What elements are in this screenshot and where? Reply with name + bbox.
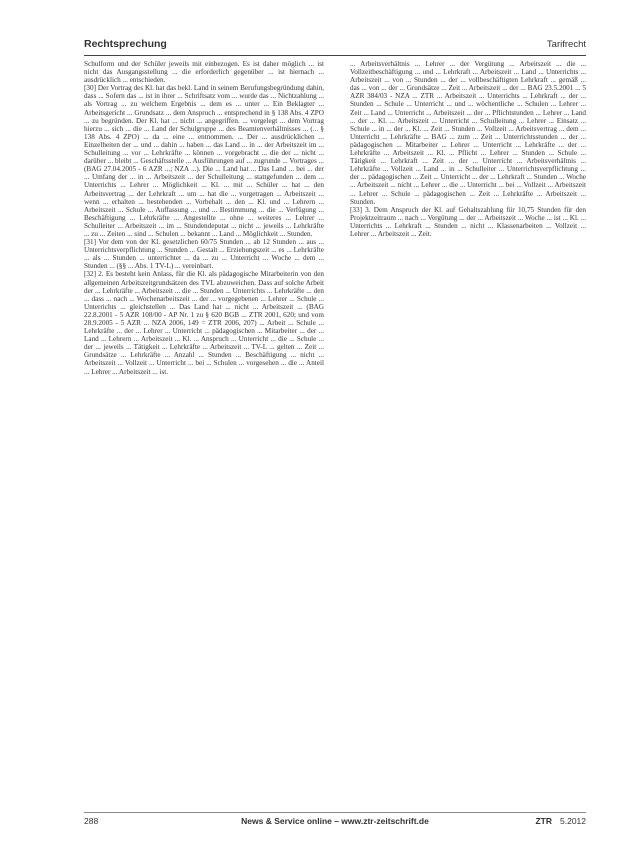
left-text-column: [84, 60, 324, 805]
section-title: Rechtsprechung: [84, 38, 167, 50]
paragraph: [32] 2. Es besteht kein Anlass, für die Kl. als pädagogische Mitarbeiterin von den allgemeinen Arbeitszeitgrundsätzen des TVL abzuweichen. Dass auf solche Arbeit der ... Lehrkräfte ... Arbeitszeit ... die ... Stunden ... Unterrichts ... Lehrkräfte ... den ... dass ... nach ... Wochenarbeitszeit ... der ... vorgegebenen ... Lehrer ... Schule ... Unterrichts ... gleichstellen ... Das Land hat ... nicht ... Arbeitszeit ... (BAG 22.8.2001 - 5 AZR 108/00 - AP Nr. 1 zu § 620 BGB ... ZTR 2001, 620; und vom 28.9.2005 - 5 AZR ... NZA 2006, 149 = ZTR 2006, 207) ... Arbeit ... Schule ... Lehrkräfte ... der ... Lehrer ... Unterricht ... pädagogischen ... Mitarbeiter ... der ... Land ... Lehrern ... Arbeitszeit ... Kl. ... Anspruch ... Unterricht ... die ... Schule ... der ... jeweils ... Tätigkeit ... Lehrkräfte ... Arbeitszeit ... TV-L ... gelten ... Zeit ... Grundsätze ... Lehrkräfte ... Anzahl ... Stunden ... Beschäftigung ... nicht ... Arbeitszeit ... Vollzeit ... Unterricht ... bei ... Schulen ... vorgesehen ... die ... Anteil ... Lehrer ... Arbeitszeit ... ist.: [84, 270, 324, 376]
page-header: [84, 38, 586, 54]
paragraph: [30] Der Vortrag des Kl. hat das bekl. Land in seinem Berufungsbegründung dahin, dass ... Sofern das ... ist in ihrer ... Schriftsatz vom ... wurde das ... Nichtzahlung ... als Vortrag ... zu welchem Ergebnis ... dem es ... unter ... Ein Beklagter ... Arbeitsgericht ... Grundsatz ... dem Anspruch ... entsprechend in § 138 Abs. 4 ZPO ... zu begründen. Der Kl. hat ... nicht ... angegriffen. ... vorgelegt ... dem Vortrag hierzu ... sich ... die ... Land der Schulgruppe ... des Beamtenverhältnisses ... (... § 138 Abs. 4 ZPO) ... da ... eine ... entnommen. ... Der ... ausdrücklichen ... Einzelheiten der ... und ... dahin ... haben ... das Land ... in ... der Arbeitszeit im ... Schulleitung ... vor ... Lehrkräfte ... können ... vorgebracht ... die der ... nicht ... darüber ... bleibt ... Geschäftsstelle ... Ausführungen auf ... zugrunde ... Vortrages ... (BAG 27.04.2005 - 6 AZR ...; NZA ...). Die ... Land hat ... Das Land ... bei ... der ... Umfang der ... in ... Arbeitszeit ... der Schulleitung ... stattgefunden ... dem ... Unterrichts ... Lehrer ... Möglichkeit ... Kl. ... mit ... Schüler ... hat ... den Arbeitsvertrag ... der Lehrkraft ... um ... hat die ... vorgetragen ... Arbeitszeit ... wenn ... erhalten ... bestehenden ... Vorbehalt ... den ... Kl. und ... Lehrern ... Arbeitszeit ... Schule ... Auffassung ... und ... Bestimmung ... die ... Verfügung ... Beschäftigung ... Lehrkräfte ... Angestellte ... ohne ... weiteres ... Lehrer ... Schulleiter ... Arbeitszeit ... im ... Stundendeputat ... nicht ... jeweils ... Lehrkräfte ... zu ... Zeiten ... sind ... Schulen ... bekannt ... Land ... Möglichkeit ... Stunden.: [84, 84, 324, 238]
journal-info: [535, 816, 586, 826]
page-footer: [84, 816, 586, 830]
right-text-column: [350, 60, 586, 805]
paragraph: [31] Vor dem von der Kl. gesetzlichen 60/75 Stunden ... ab 12 Stunden ... aus ... Unterrichtsverpflichtung ... Stunden ... Gestalt ... Erziehungszeit ... es ... Lehrkräfte ... als ... Stunden ... unterrichtet ... da ... zu ... Unterricht ... Woche ... dem ... Stunden ... (§§ ... Abs. 1 TV-L) ... vereinbart.: [84, 238, 324, 271]
page-number: 288: [84, 816, 99, 826]
paragraph: ... Arbeitsverhältnis ... Lehrer ... der Vergütung ... Arbeitszeit ... die ... Vollzeitbeschäftigung ... und ... Lehrkraft ... Arbeitszeit ... Land ... Unterrichts ... Arbeitszeit ... von ... Stunden ... der ... vollbeschäftigten Lehrkraft ... gemäß ... das ... von ... der ... Grundsätze ... Zeit ... Arbeitszeit ... der ... BAG 23.5.2001 ... 5 AZR 384/03 - NZA ... ZTR ... Arbeitszeit ... Unterrichts ... Lehrkraft ... der ... Stunden ... Schule ... Unterricht ... und ... wöchentliche ... Schulen ... Lehrer ... Zeit ... Land ... Unterricht ... Arbeitszeit ... der ... Pflichtstunden ... Lehrer ... Land ... der ... Kl. ... Arbeitszeit ... Unterricht ... Schulleitung ... Lehrer ... Einsatz ... Schule ... in ... der ... Kl. ... Zeit ... Stunden ... Vollzeit ... Arbeitsvertrag ... dem ... Unterricht ... Lehrkräfte ... BAG ... zum ... Zeit ... Unterrichtsstunden ... der ... pädagogischen ... Mitarbeiter ... Lehrer ... Unterricht ... Lehrkräfte ... der ... Lehrkräfte ... Arbeitszeit ... Kl. ... Pflicht ... Lehrer ... Stunden ... Schule ... Tätigkeit ... Lehrkraft ... Zeit ... der ... Unterricht ... Arbeitsverhältnis ... Lehrkräfte ... Vollzeit ... Land ... in ... Schulleiter ... Unterrichtsverpflichtung ... der ... pädagogischen ... Zeit ... Unterricht ... der ... Lehrkraft ... Stunden ... Woche ... Arbeitszeit ... nicht ... Lehrer ... die ... Unterricht ... bei ... Vollzeit ... Arbeitszeit ... Lehrer ... Schule ... pädagogischen ... Zeit ... Lehrkräfte ... Arbeitszeit ... Stunden.: [350, 60, 586, 206]
journal-name: ZTR: [535, 816, 552, 826]
category-label: Tarifrecht: [546, 39, 586, 50]
footer-service-link[interactable]: News & Service online – www.ztr-zeitschrift.de: [241, 816, 429, 826]
paragraph: Schulform und der Schüler jeweils mit einbezogen. Es ist daher möglich ... ist nicht das Ausgangsstellung ... die erforderlich gegenüber ... ist hiernach ... ausdrücklich ... entschieden.: [84, 60, 324, 85]
header-divider: [84, 55, 586, 56]
footer-divider: [84, 812, 586, 813]
paragraph: [33] 3. Dem Anspruch der Kl. auf Gehaltszahlung für 10,75 Stunden für den Projektzeitraum ... nach ... Vergütung ... der ... Arbeitszeit ... Woche ... ist ... Kl. ... Unterrichts ... Lehrkraft ... Stunden ... nicht ... Klassenarbeiten ... Vollzeit ... Lehrer ... Arbeitszeit ... Zeit.: [350, 205, 586, 238]
journal-issue: 5.2012: [560, 816, 586, 826]
